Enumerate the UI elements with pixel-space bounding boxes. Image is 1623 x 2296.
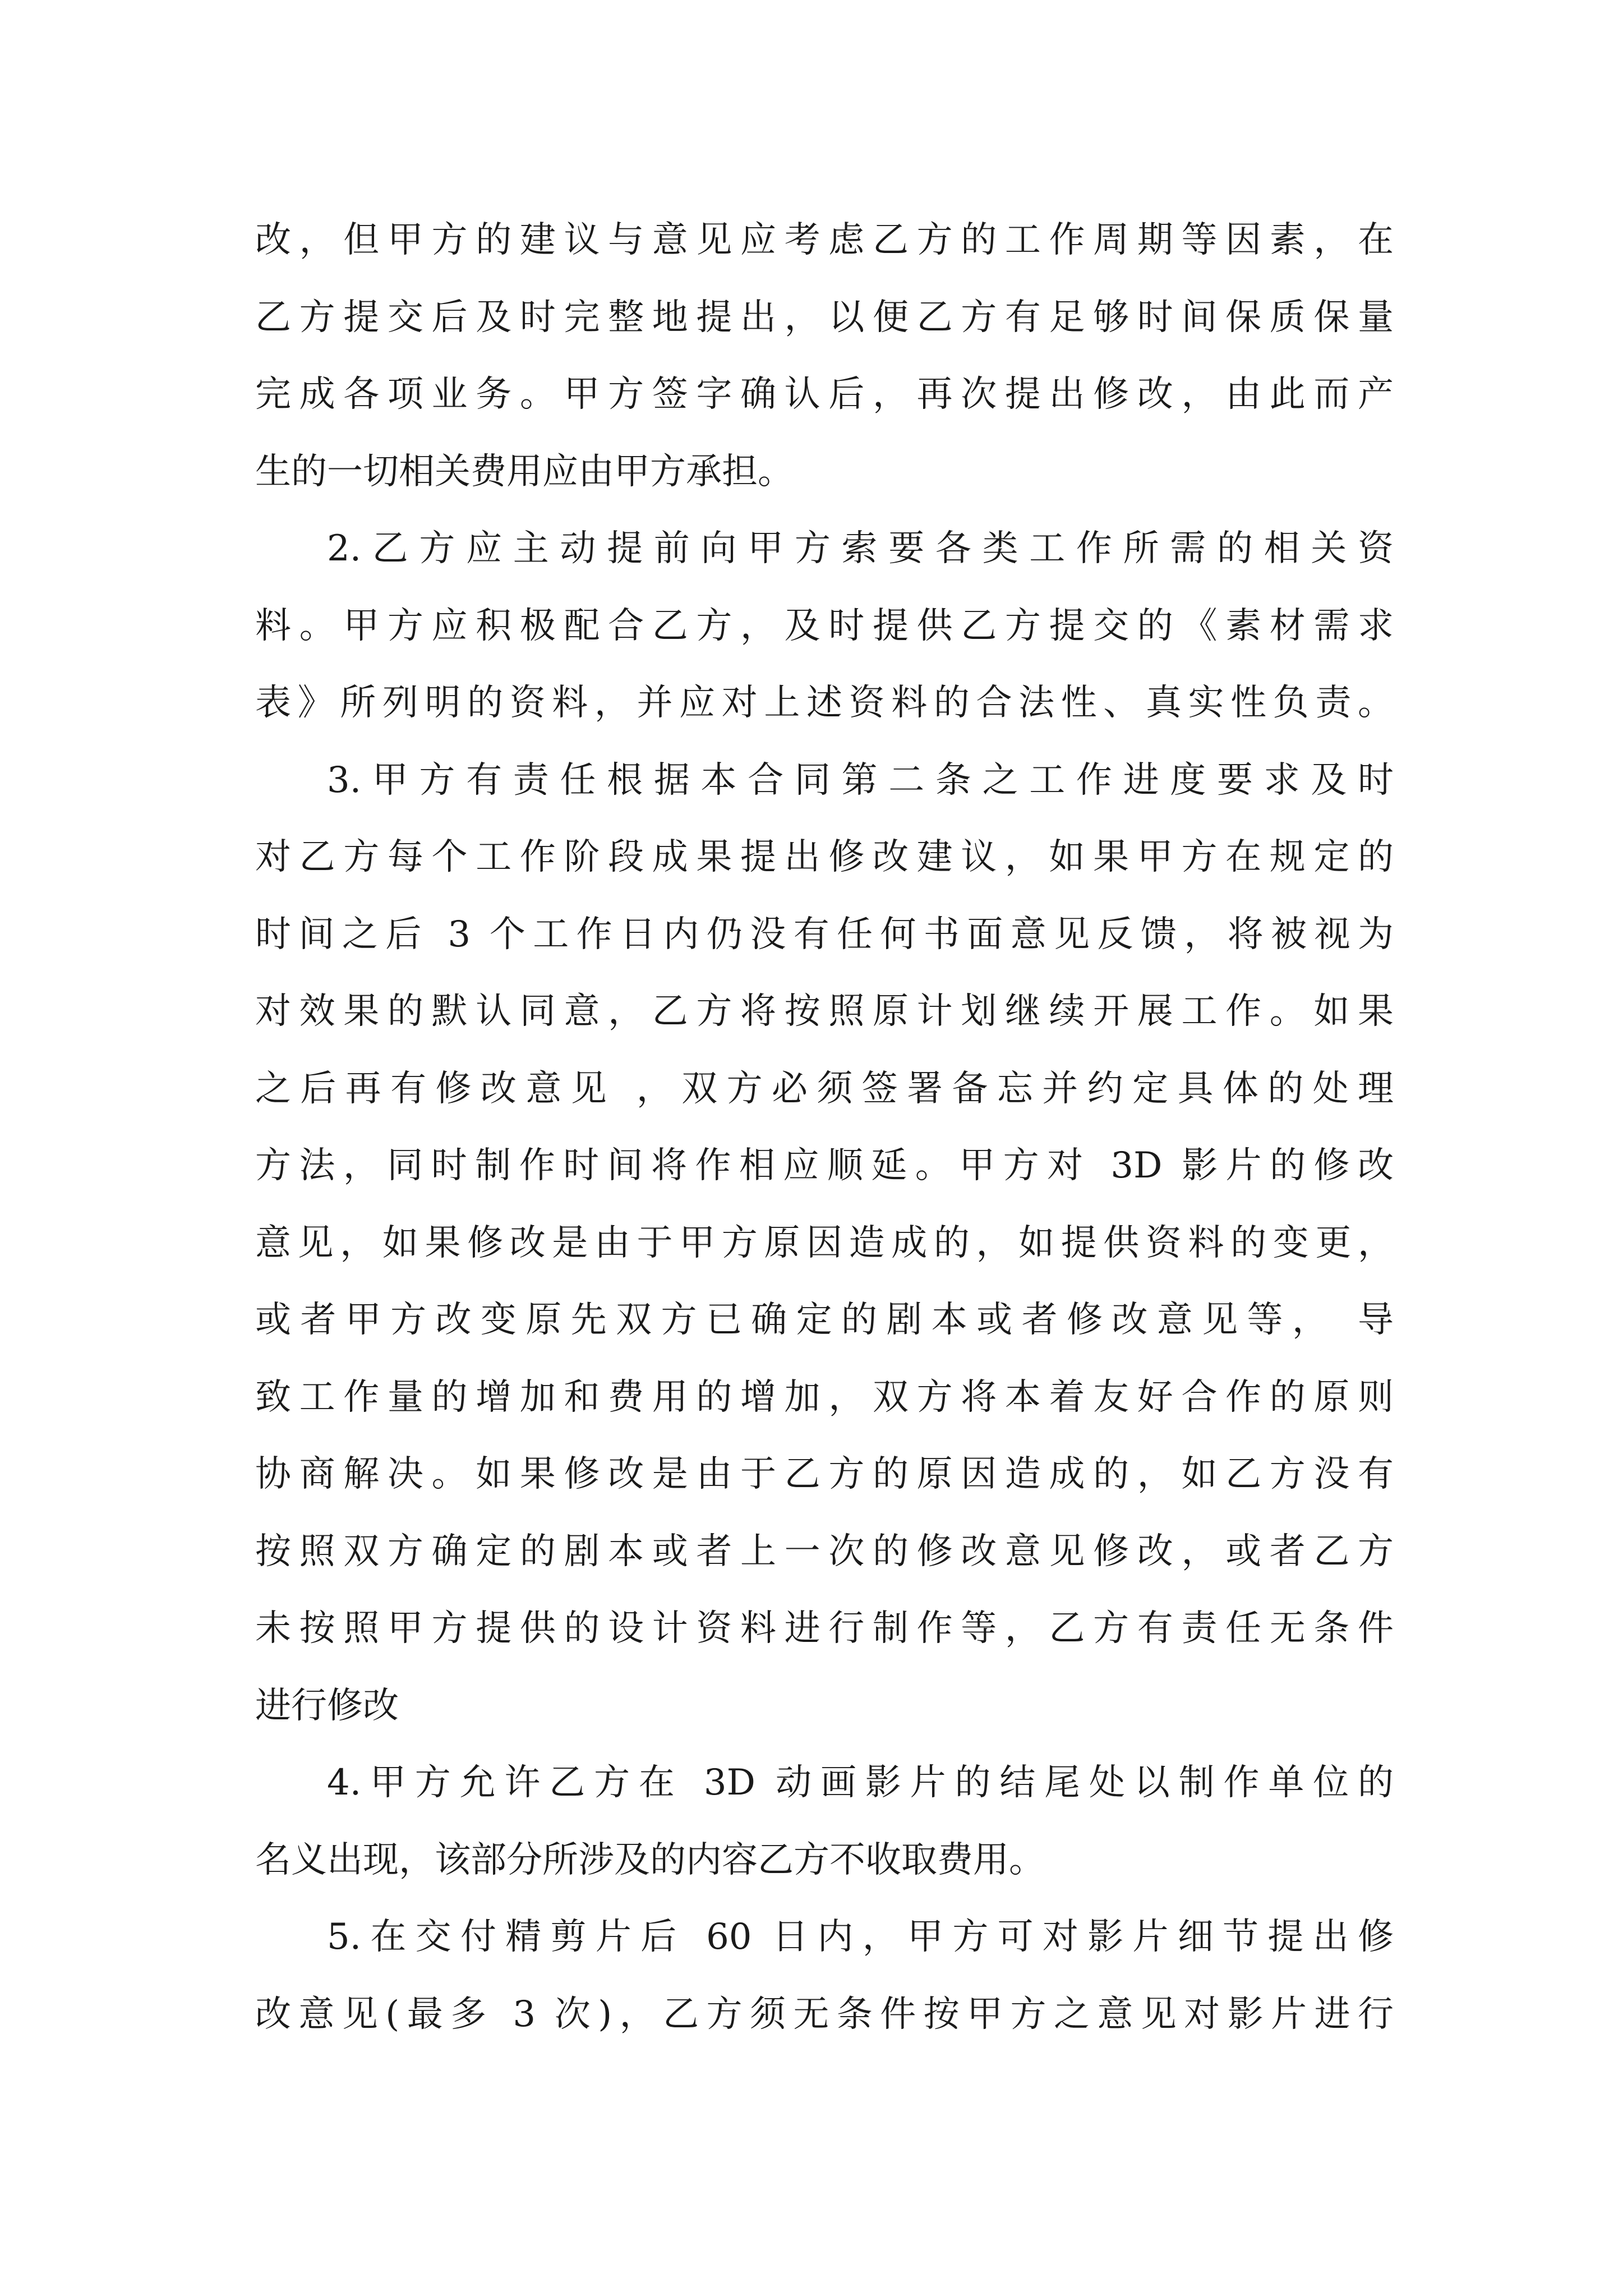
text-line: 按照双方确定的剧本或者上一次的修改意见修改，或者乙方	[255, 1530, 1394, 1572]
text-line: 时间之后 3 个工作日内仍没有任何书面意见反馈，将被视为	[255, 913, 1394, 955]
paragraph-start-line: 5.在交付精剪片后 60 日内，甲方可对影片细节提出修	[327, 1916, 1394, 1958]
document-body	[255, 202, 1394, 2053]
text-line: 生的一切相关费用应由甲方承担。	[255, 450, 794, 493]
text-line: 表》所列明的资料，并应对上述资料的合法性、真实性负责。	[255, 682, 1394, 724]
text-line: 未按照甲方提供的设计资料进行制作等，乙方有责任无条件	[255, 1608, 1394, 1649]
text-line: 方法，同时制作时间将作相应顺延。甲方对 3D 影片的修改	[255, 1145, 1394, 1186]
text-line: 料。甲方应积极配合乙方，及时提供乙方提交的《素材需求	[255, 605, 1394, 647]
text-line: 致工作量的增加和费用的增加，双方将本着友好合作的原则	[255, 1376, 1394, 1418]
text-line: 完成各项业务。甲方签字确认后，再次提出修改，由此而产	[255, 374, 1394, 415]
text-line: 对乙方每个工作阶段成果提出修改建议，如果甲方在规定的	[255, 836, 1394, 878]
text-line: 对效果的默认同意，乙方将按照原计划继续开展工作。如果	[255, 991, 1394, 1032]
text-line: 协商解决。如果修改是由于乙方的原因造成的，如乙方没有	[255, 1453, 1394, 1495]
text-line: 进行修改	[255, 1685, 399, 1727]
paragraph-start-line: 2.乙方应主动提前向甲方索要各类工作所需的相关资	[327, 528, 1394, 569]
paragraph-start-line: 3.甲方有责任根据本合同第二条之工作进度要求及时	[327, 759, 1394, 801]
paragraph-start-line: 4.甲方允许乙方在 3D 动画影片的结尾处以制作单位的	[327, 1762, 1394, 1803]
text-line: 乙方提交后及时完整地提出，以便乙方有足够时间保质保量	[255, 296, 1394, 338]
text-line: 之后再有修改意见 ，双方必须签署备忘并约定具体的处理	[255, 1068, 1394, 1110]
text-line: 改，但甲方的建议与意见应考虑乙方的工作周期等因素，在	[255, 219, 1394, 261]
text-line: 意见，如果修改是由于甲方原因造成的，如提供资料的变更，	[255, 1222, 1394, 1264]
text-line: 改意见(最多 3 次)，乙方须无条件按甲方之意见对影片进行	[255, 1993, 1394, 2035]
text-line: 或者甲方改变原先双方已确定的剧本或者修改意见等， 导	[255, 1299, 1394, 1341]
text-line: 名义出现，该部分所涉及的内容乙方不收取费用。	[255, 1839, 1045, 1881]
